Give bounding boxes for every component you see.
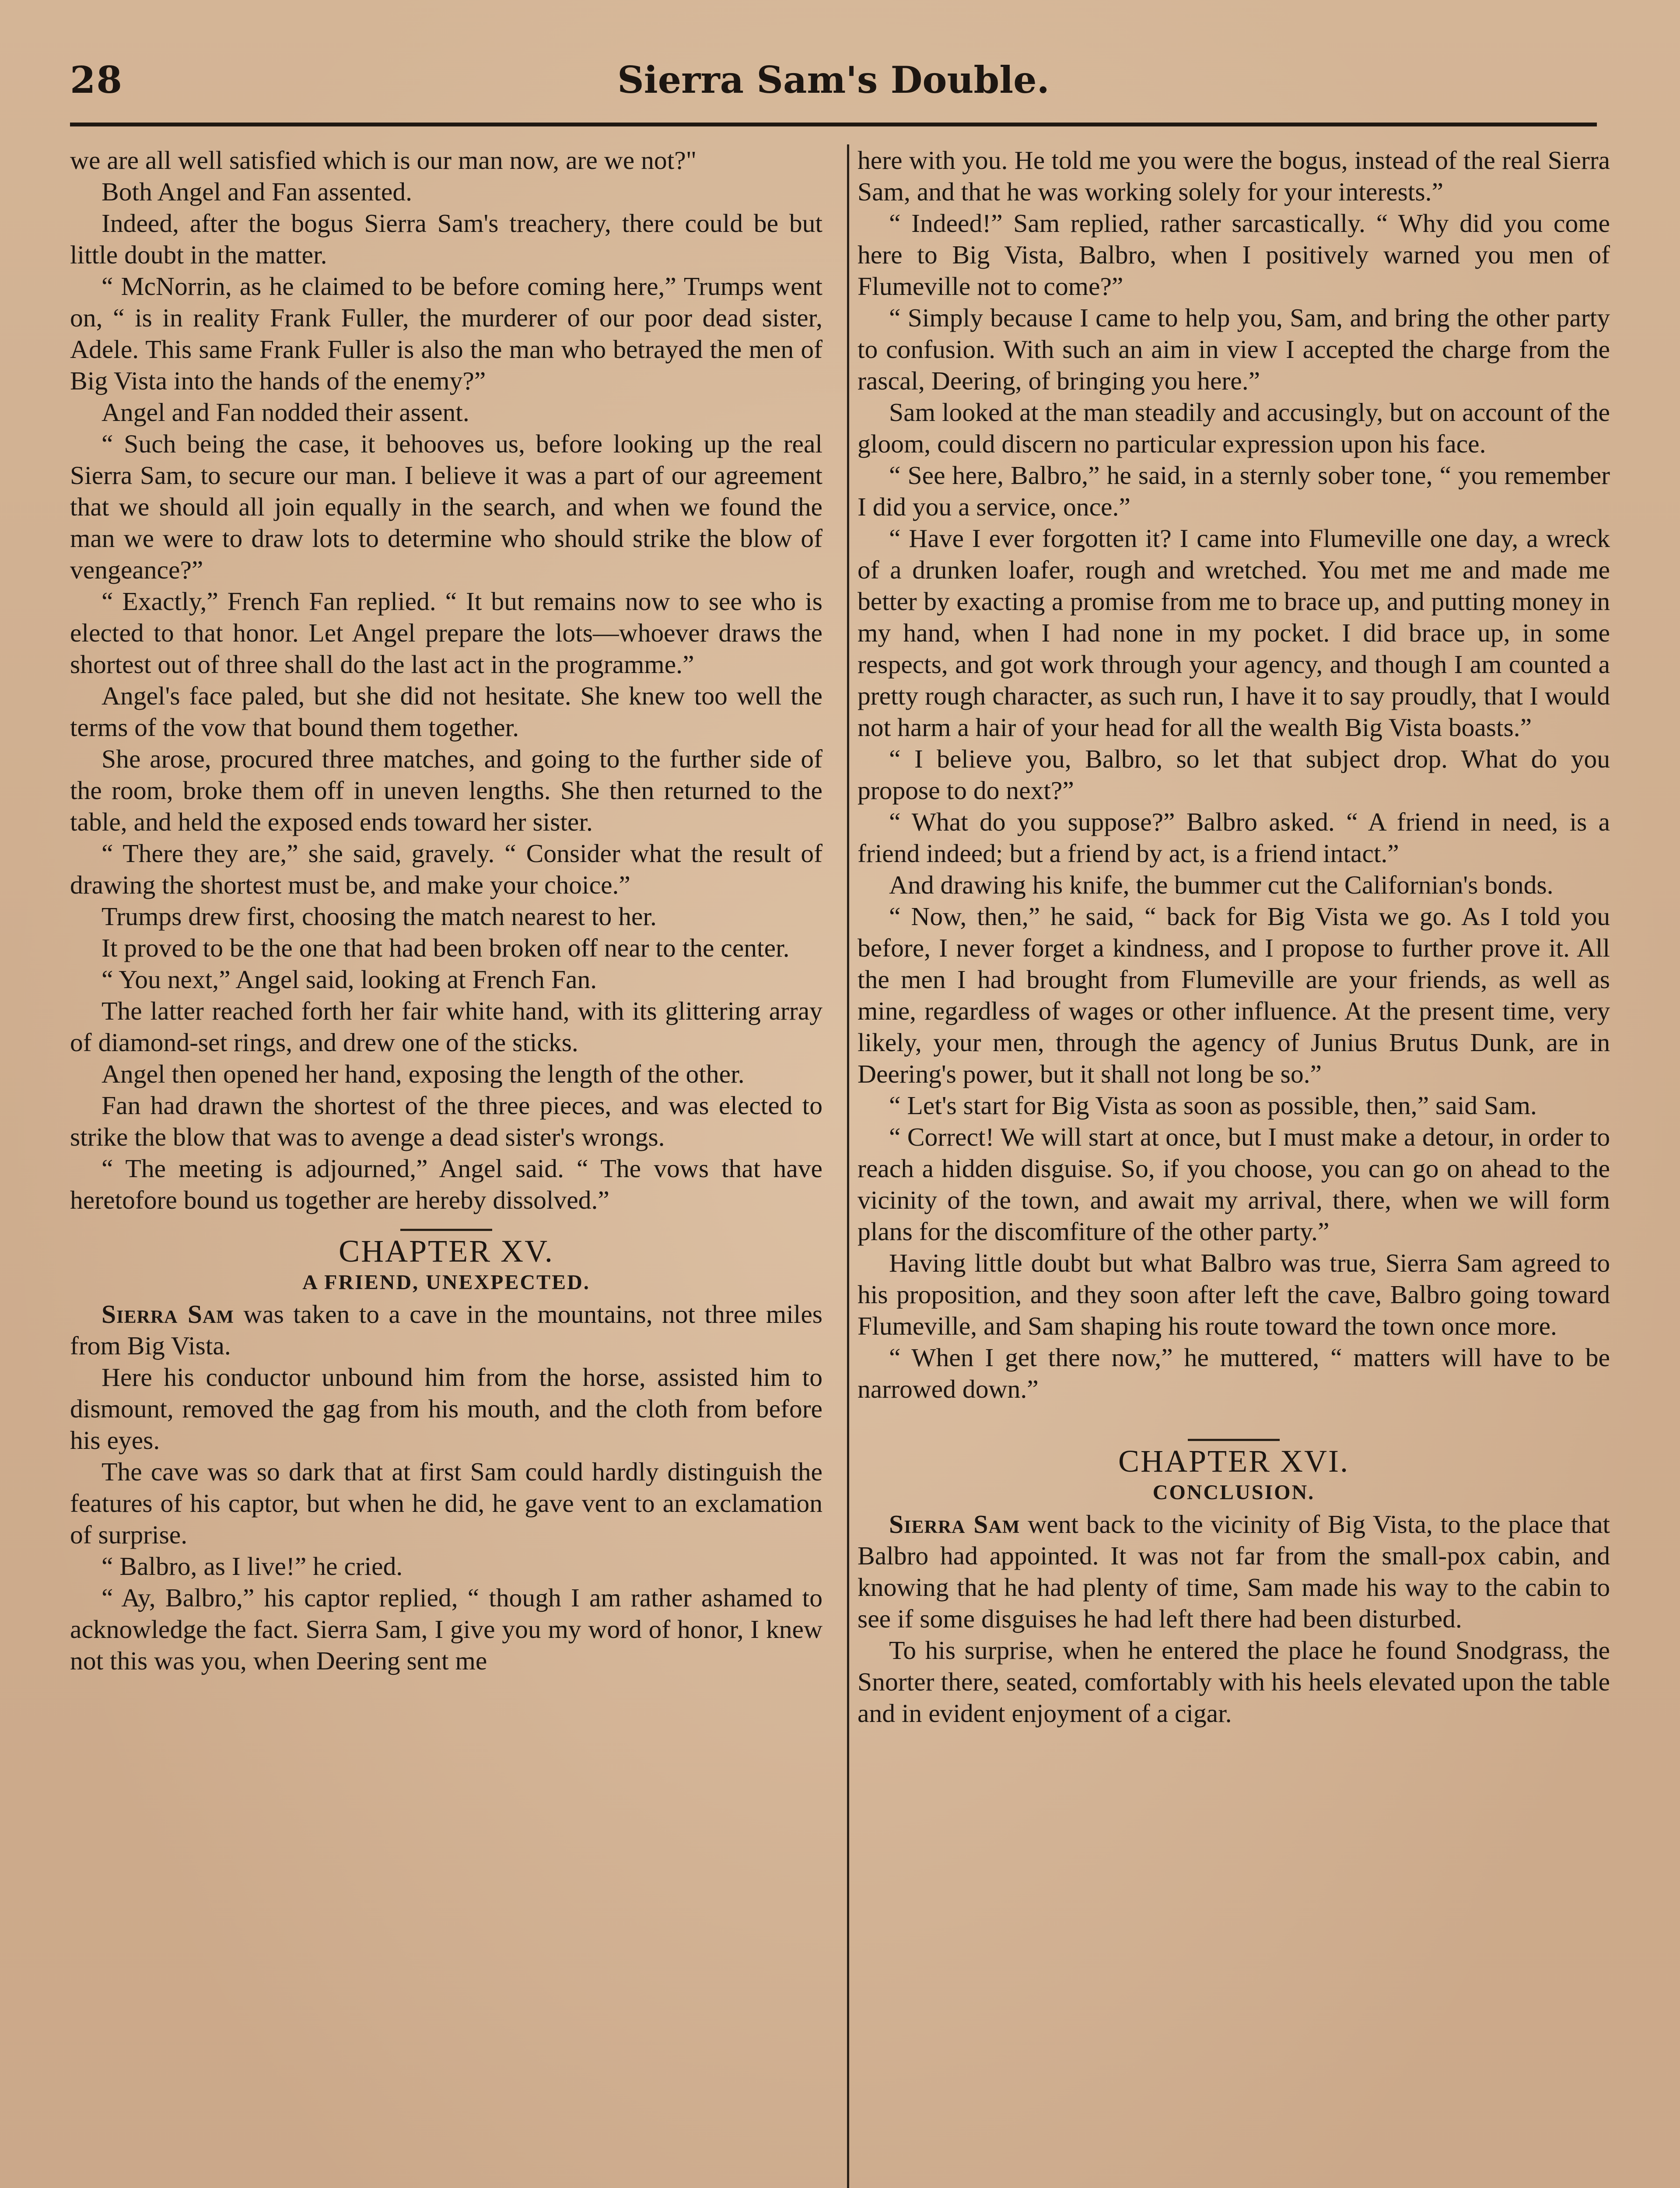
paragraph: Having little doubt but what Balbro was true, Sierra Sam agreed to his proposition, and they soon after left the cave, Balbro going toward Flumeville, and Sam shaping his route toward the town once more. — [858, 1248, 1610, 1340]
paragraph: Trumps drew first, choosing the match nearest to her. — [102, 902, 657, 931]
paragraph: “ Simply because I came to help you, Sam, and bring the other party to confusion. With such an aim in view I accepted the charge from the rascal, Deering, of bringing you here.” — [858, 303, 1610, 395]
page-number: 28 — [70, 58, 123, 102]
paragraph: Indeed, after the bogus Sierra Sam's treachery, there could be but little doubt in the matter. — [70, 209, 822, 269]
paragraph: Fan had drawn the shortest of the three pieces, and was elected to strike the blow that was to avenge a dead sister's wrongs. — [70, 1091, 822, 1151]
paragraph: “ McNorrin, as he claimed to be before coming here,” Trumps went on, “ is in reality Frank Fuller, the murderer of our poor dead sister, Adele. This same Frank Fuller is also the man who betrayed the men of Big Vista into the hands of the enemy?” — [70, 272, 822, 395]
paragraph-text: was taken to a cave in the mountains, not three miles from Big Vista. — [70, 1300, 822, 1360]
paragraph: “ What do you suppose?” Balbro asked. “ A friend in need, is a friend indeed; but a friend by act, is a friend intact.” — [858, 807, 1610, 868]
paragraph-text: went back to the vicinity of Big Vista, to the place that Balbro had appointed. It was not far from the small-pox cabin, and knowing that he had plenty of time, Sam made his way to the cabin to see if some disguises he had left there had been disturbed. — [858, 1510, 1610, 1633]
paragraph: “ Such being the case, it behooves us, before looking up the real Sierra Sam, to secure our man. I believe it was a part of our agreement that we should all join equally in the search, and when we found the man we were to draw lots to determine who should strike the blow of vengeance?” — [70, 429, 822, 584]
paragraph: we are all well satisfied which is our man now, are we not?" — [70, 146, 697, 175]
paragraph: “ See here, Balbro,” he said, in a sternly sober tone, “ you remember I did you a service, once.” — [858, 461, 1610, 521]
paragraph: “ Let's start for Big Vista as soon as possible, then,” said Sam. — [889, 1091, 1537, 1120]
paragraph: “ You next,” Angel said, looking at French Fan. — [102, 965, 597, 994]
paragraph: “ Exactly,” French Fan replied. “ It but remains now to see who is elected to that honor. Let Angel prepare the lots—whoever draws the shortest out of three shall do the last act in the programme.” — [70, 587, 822, 679]
paragraph-lead: Sierra Sam — [102, 1300, 234, 1329]
paragraph — [858, 1508, 1610, 1634]
paragraph: She arose, procured three matches, and going to the further side of the room, broke them off in uneven lengths. She then returned to the table, and held the exposed ends toward her sister. — [70, 744, 822, 836]
running-title: Sierra Sam's Double. — [617, 58, 1050, 102]
left-column — [70, 144, 822, 1676]
paragraph: “ When I get there now,” he muttered, “ matters will have to be narrowed down.” — [858, 1343, 1610, 1403]
paragraph: Sam looked at the man steadily and accusingly, but on account of the gloom, could discern no particular expression upon his face. — [858, 398, 1610, 458]
chapter-title: CHAPTER XV. — [339, 1234, 554, 1269]
paragraph: It proved to be the one that had been broken off near to the center. — [102, 933, 790, 962]
paragraph: “ Now, then,” he said, “ back for Big Vista we go. As I told you before, I never forget a kindness, and I propose to further prove it. All the men I had brought from Flumeville are your friends, as well as mine, regardless of wages or other influence. At the present time, very likely, your men, through the agency of Junius Brutus Dunk, are in Deering's power, but it shall not long be so.” — [858, 902, 1610, 1088]
paragraph: And drawing his knife, the bummer cut the Californian's bonds. — [889, 870, 1554, 899]
paragraph: To his surprise, when he entered the place he found Snodgrass, the Snorter there, seated, comfortably with his heels elevated upon the table and in evident enjoyment of a cigar. — [858, 1636, 1610, 1728]
paragraph-lead: Sierra Sam — [889, 1510, 1020, 1539]
paragraph: “ Indeed!” Sam replied, rather sarcastically. “ Why did you come here to Big Vista, Balbro, when I positively warned you men of Flumeville not to come?” — [858, 209, 1610, 301]
section-spacer — [858, 1405, 1610, 1426]
paragraph: “ Correct! We will start at once, but I must make a detour, in order to reach a hidden disguise. So, if you choose, you can go on ahead to the vicinity of the town, and await my arrival, there, when we will form plans for the discomfiture of the other party.” — [858, 1122, 1610, 1246]
paragraph: “ Balbro, as I live!” he cried. — [102, 1552, 403, 1581]
paragraph: here with you. He told me you were the bogus, instead of the real Sierra Sam, and that he was working solely for your interests.” — [858, 146, 1610, 206]
chapter-title: CHAPTER XVI. — [1118, 1444, 1349, 1479]
paragraph: “ There they are,” she said, gravely. “ Consider what the result of drawing the shortest must be, and make your choice.” — [70, 839, 822, 899]
paragraph — [70, 1298, 822, 1361]
paragraph: “ I believe you, Balbro, so let that subject drop. What do you propose to do next?” — [858, 744, 1610, 805]
chapter-subtitle: CONCLUSION. — [1152, 1481, 1315, 1504]
chapter-subtitle: A FRIEND, UNEXPECTED. — [302, 1271, 590, 1294]
paragraph: Here his conductor unbound him from the horse, assisted him to dismount, removed the gag from his mouth, and the cloth from before his eyes. — [70, 1363, 822, 1455]
paragraph: The latter reached forth her fair white hand, with its glittering array of diamond-set rings, and drew one of the sticks. — [70, 996, 822, 1057]
paragraph: Angel's face paled, but she did not hesitate. She knew too well the terms of the vow that bound them together. — [70, 681, 822, 742]
right-column — [858, 144, 1610, 1729]
paragraph: “ The meeting is adjourned,” Angel said. “ The vows that have heretofore bound us together are hereby dissolved.” — [70, 1154, 822, 1214]
paragraph: “ Ay, Balbro,” his captor replied, “ though I am rather ashamed to acknowledge the fact. Sierra Sam, I give you my word of honor, I knew not this was you, when Deering sent me — [70, 1583, 822, 1675]
paragraph: “ Have I ever forgotten it? I came into Flumeville one day, a wreck of a drunken loafer, rough and wretched. You met me and made me better by exacting a promise from me to brace up, and putting money in my hand, when I had none in my pocket. I did brace up, in some respects, and got work through your agency, and though I am counted a pretty rough character, as such run, I have it to say proudly, that I would not harm a hair of your head for all the wealth Big Vista boasts.” — [858, 524, 1610, 742]
paragraph: Angel and Fan nodded their assent. — [102, 398, 469, 427]
page-header — [70, 47, 1597, 113]
chapter-rule — [400, 1229, 492, 1231]
header-rule — [70, 123, 1597, 126]
paragraph: Angel then opened her hand, exposing the length of the other. — [102, 1059, 745, 1088]
paragraph: Both Angel and Fan assented. — [102, 177, 413, 206]
paragraph: The cave was so dark that at first Sam could hardly distinguish the features of his captor, but when he did, he gave vent to an exclamation of surprise. — [70, 1457, 822, 1549]
column-divider — [847, 144, 849, 2188]
chapter-rule — [1188, 1439, 1280, 1441]
